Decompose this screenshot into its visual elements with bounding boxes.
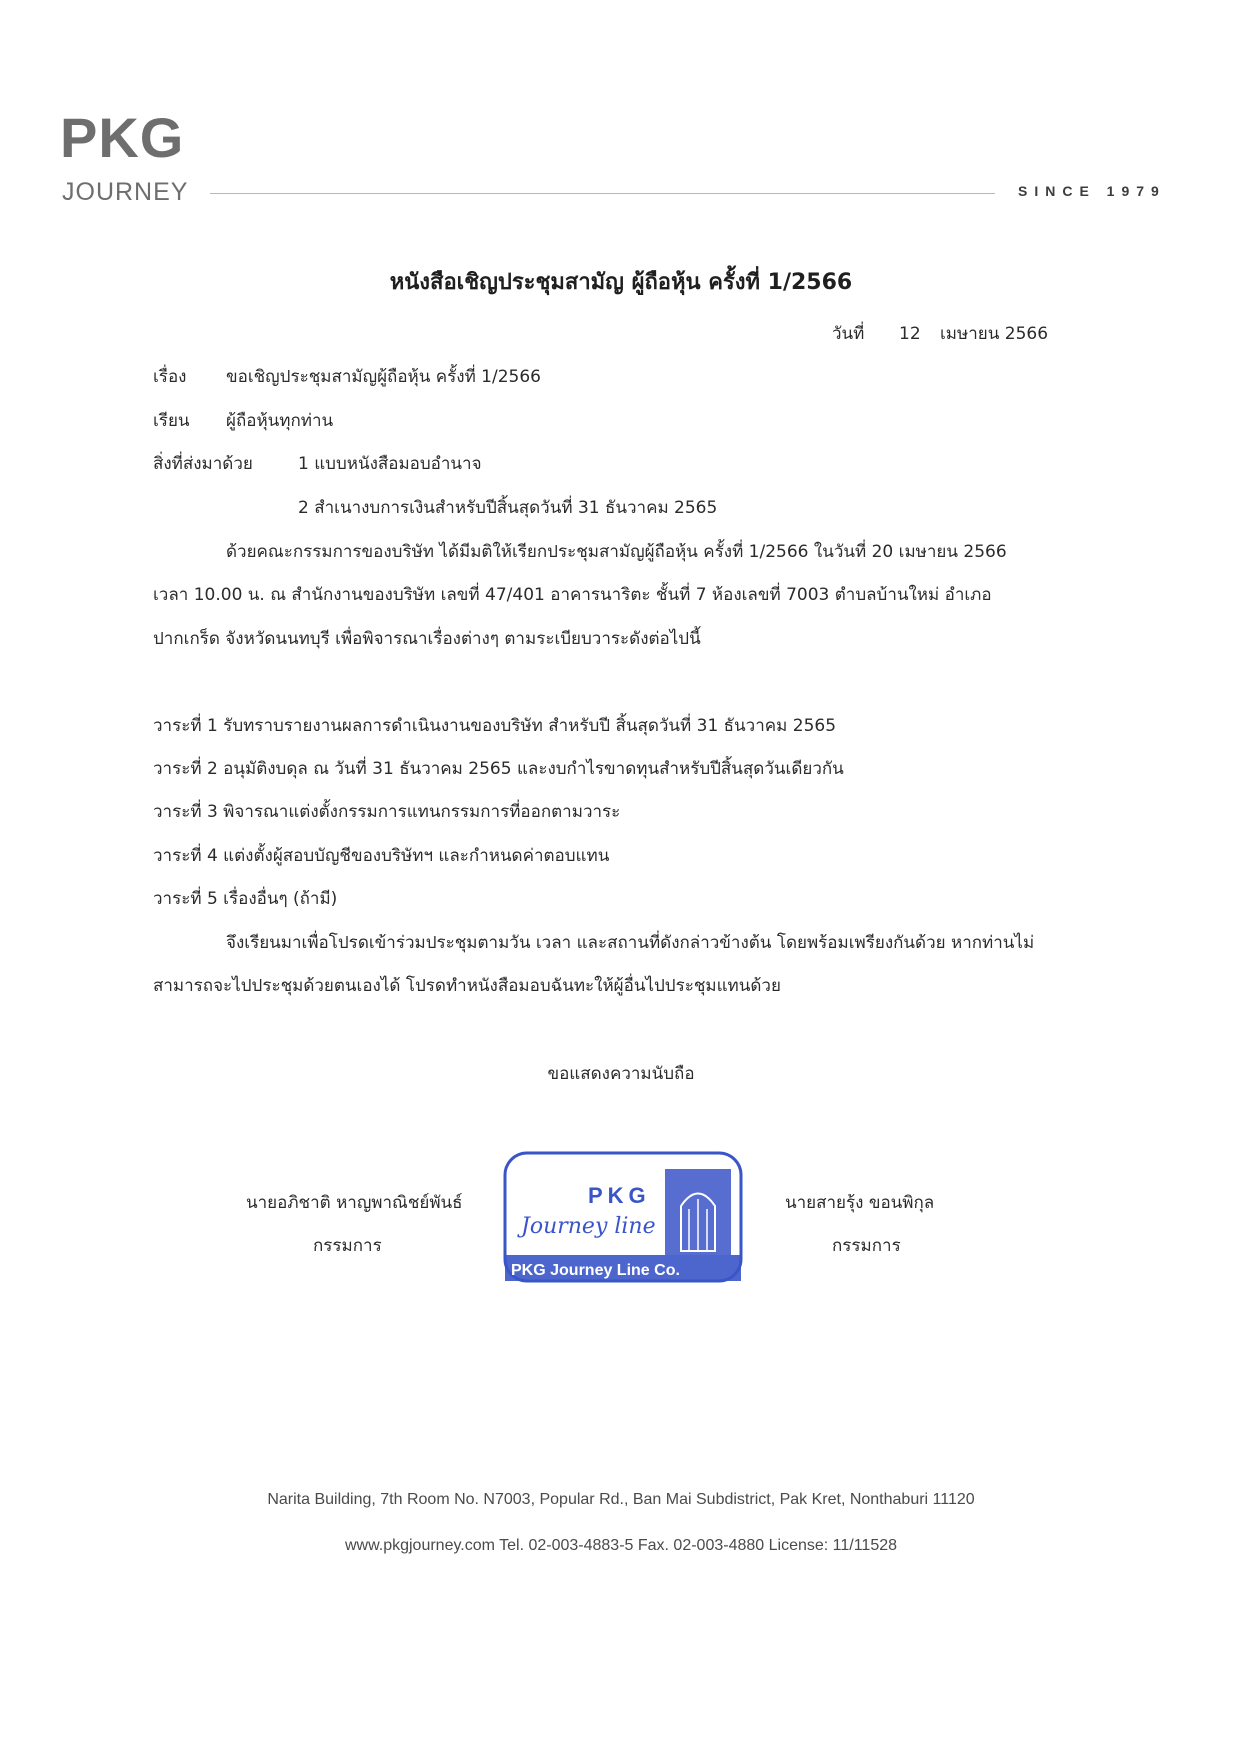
body-paragraph-line: เวลา 10.00 น. ณ สำนักงานของบริษัท เลขที่ 47/401 อาคารนาริตะ ชั้นที่ 7 ห้องเลขที่ 7003 ตำบลบ้านใหม่ อำเภอ [153,585,992,605]
agenda-item: วาระที่ 5 เรื่องอื่นๆ (ถ้ามี) [153,889,338,909]
agenda-item: วาระที่ 3 พิจารณาแต่งตั้งกรรมการแทนกรรมการที่ออกตามวาระ [153,802,621,822]
body-paragraph-line: ปากเกร็ด จังหวัดนนทบุรี เพื่อพิจารณาเรื่องต่างๆ ตามระเบียบวาระดังต่อไปนี้ [153,629,701,649]
closing-paragraph-line: จึงเรียนมาเพื่อโปรดเข้าร่วมประชุมตามวัน เวลา และสถานที่ดังกล่าวข้างต้น โดยพร้อมเพรียงกันด้วย หากท่านไม่ [226,933,1035,953]
date-label: วันที่ [832,324,865,344]
date-day: 12 [899,324,921,344]
signatory-title: กรรมการ [313,1236,382,1256]
agenda-item: วาระที่ 4 แต่งตั้งผู้สอบบัญชีของบริษัทฯ และกำหนดค่าตอบแทน [153,846,610,866]
date-month-year: เมษายน 2566 [940,324,1049,344]
agenda-item: วาระที่ 2 อนุมัติงบดุล ณ วันที่ 31 ธันวาคม 2565 และงบกำไรขาดทุนสำหรับปีสิ้นสุดวันเดียวกัน [153,759,844,779]
company-logo-subtext: JOURNEY [62,178,189,206]
footer-contact: www.pkgjourney.com Tel. 02-003-4883-5 Fax. 02-003-4880 License: 11/11528 [344,1537,898,1554]
since-label: SINCE 1979 [1018,183,1166,199]
agenda-item: วาระที่ 1 รับทราบรายงานผลการดำเนินงานของบริษัท สำหรับปี สิ้นสุดวันที่ 31 ธันวาคม 2565 [153,716,837,736]
signatory-name: นายสายรุ้ง ขอนพิกุล [785,1193,935,1213]
header-divider [210,193,995,194]
company-logo-text: PKG [60,106,185,169]
company-seal-graphic [503,1151,743,1283]
svg-text:Journey line: Journey line [521,1214,656,1239]
regards-text: ขอแสดงความนับถือ [547,1064,695,1084]
svg-text:PKG Journey Line Co.: PKG Journey Line Co. [511,1262,680,1279]
signatory-name: นายอภิชาติ หาญพาณิชย์พันธ์ [246,1193,463,1213]
enclosure-item: 2 สำเนางบการเงินสำหรับปีสิ้นสุดวันที่ 31 ธันวาคม 2565 [298,498,718,518]
signatory-title: กรรมการ [832,1236,901,1256]
closing-paragraph-line: สามารถจะไปประชุมด้วยตนเองได้ โปรดทำหนังสือมอบฉันทะให้ผู้อื่นไปประชุมแทนด้วย [153,976,781,996]
to-label: เรียน [153,411,190,431]
subject-label: เรื่อง [153,367,187,387]
to-value: ผู้ถือหุ้นทุกท่าน [226,411,334,431]
enclosure-item: 1 แบบหนังสือมอบอำนาจ [298,454,482,474]
svg-text:PKG: PKG [588,1183,651,1208]
subject-value: ขอเชิญประชุมสามัญผู้ถือหุ้น ครั้งที่ 1/2566 [226,367,541,387]
enclosures-label: สิ่งที่ส่งมาด้วย [153,454,253,474]
company-seal-stamp [503,1151,743,1283]
body-paragraph-line: ด้วยคณะกรรมการของบริษัท ได้มีมติให้เรียกประชุมสามัญผู้ถือหุ้น ครั้งที่ 1/2566 ในวันที่ 20 เมษายน 2566 [226,542,1007,562]
document-title: หนังสือเชิญประชุมสามัญ ผู้ถือหุ้น ครั้งที่ 1/2566 [389,270,853,295]
footer-address: Narita Building, 7th Room No. N7003, Popular Rd., Ban Mai Subdistrict, Pak Kret, Nonthaburi 11120 [267,1491,975,1508]
